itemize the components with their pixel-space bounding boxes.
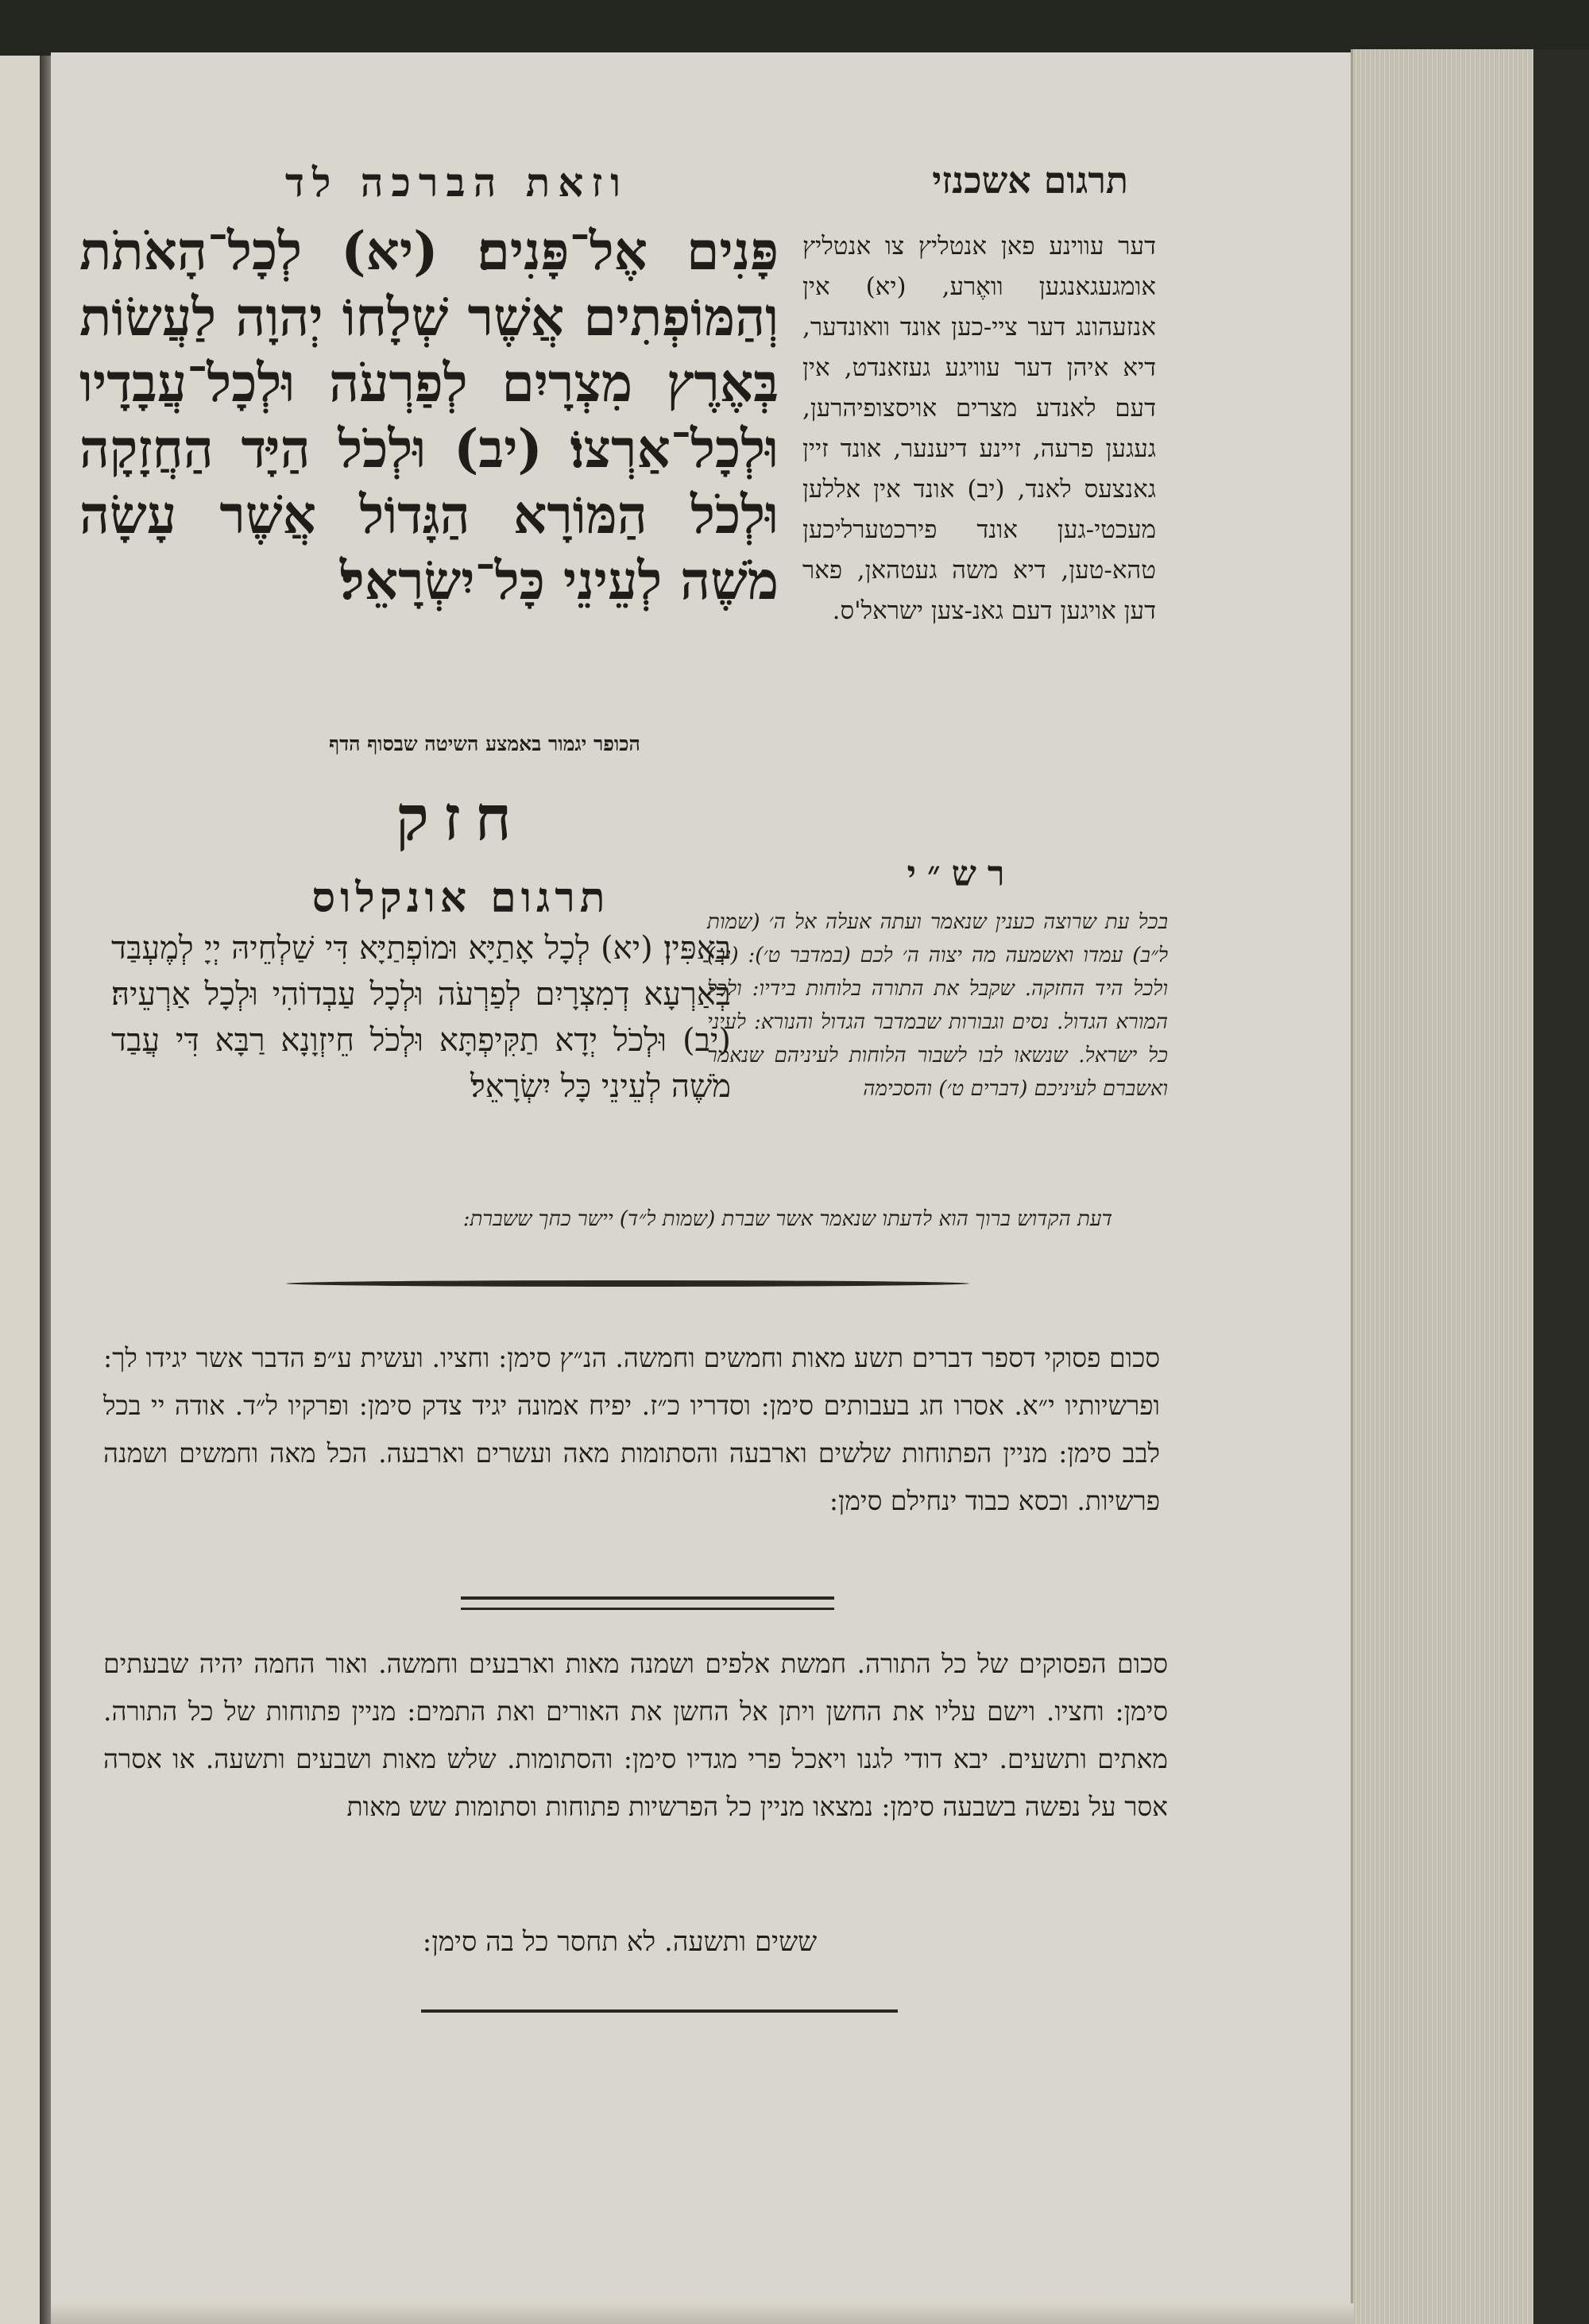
- german-translation-header: תרגום אשכנזי: [932, 159, 1128, 202]
- rashi-commentary-end: דעת הקדוש ברוך הוא לדעתו שנאמר אשר שברת (שמות ל״ד) יישר כחך ששברת:: [462, 1207, 1112, 1231]
- rashi-commentary: בכל עת שרוצה כענין שנאמר ועתה אעלה אל ה׳ (שמות ל״ב) עמדו ואשמעה מה יצוה ה׳ לכם (במדבר ט׳): (יב) ולכל היד החזקה. שקבל את התורה בלוחות בידיו: ולכל המורא הגדול. נסים וגבורות שבמדבר הגדול והנורא: לעיני כל ישראל. שנשאו לבו לשבור הלוחות לעיניהם שנאמר ואשברם לעיניכם (דברים ט׳) והסכימה: [707, 910, 1168, 1101]
- parasha-header: וזאת הברכה לד: [284, 159, 629, 206]
- torah-summary-end: ששים ותשעה. לא תחסר כל בה סימן:: [422, 1926, 818, 1958]
- rashi-header: רש״י: [907, 854, 1016, 894]
- page-edges: [1351, 49, 1536, 2324]
- onkelos-text: בְּאַפִּין׃ (יא) לְכָל אָתַיָּא וּמוֹפְתַיָּא דִּי שַׁלְחֵיהּ יְיָ לְמֶעְבַּד בְּאַרְעָא דְמִצְרָיִם לְפַרְעֹה וּלְכָל עַבְדוֹהִי וּלְכָל אַרְעֵיהּ׃ (יב) וּלְכֹל יְדָא תַקִּיפְתָּא וּלְכֹל חֵיזְוָנָא רַבָּא דִּי עֲבַד מֹשֶׁה לְעֵינֵי כָּל יִשְׂרָאֵל׃: [111, 930, 731, 1105]
- chazak-heading: חזק: [396, 782, 526, 855]
- scribe-note: הכופר יגמור באמצע השיטה שבסוף הדף: [329, 732, 640, 755]
- torah-verse-text: פָּנִים אֶל־פָּנִים׃ (יא) לְכָל־הָאֹתֹת וְהַמּוֹפְתִים אֲשֶׁר שְׁלָחוֹ יְהוָה לַעֲשׂוֹת בְּאֶרֶץ מִצְרָיִם לְפַרְעֹה וּלְכָל־עֲבָדָיו וּלְכָל־אַרְצוֹ׃ (יב) וּלְכֹל הַיָּד הַחֲזָקָה וּלְכֹל הַמּוֹרָא הַגָּדוֹל אֲשֶׁר עָשָׂה מֹשֶׁה לְעֵינֵי כָּל־יִשְׂרָאֵל׃: [79, 220, 779, 612]
- page-bottom: [51, 2303, 1354, 2324]
- double-rule-top: [461, 1596, 834, 1600]
- background-shadow: [1533, 49, 1589, 2324]
- left-page-edge: [0, 56, 44, 2324]
- devarim-summary: סכום פסוקי דספר דברים תשע מאות וחמשים וחמשה. הנ״ץ סימן: וחציו. ועשית ע״פ הדבר אשר יגידו לך: ופרשיותיו י״א. אסרו חג בעבותים סימן: וסדריו כ״ז. יפיח אמונה יגיד צדק סימן: ופרקיו ל״ד. אודה יי בכל לבב סימן: מניין הפתוחות שלשים וארבעה והסתומות מאה ועשרים וארבעה. הכל מאה וחמשים ושמנה פרשיות. וכסא כבוד ינחילם סימן:: [103, 1342, 1160, 1516]
- book-gutter: [40, 56, 51, 2324]
- section-divider: [286, 1280, 969, 1287]
- german-translation-text: דער עווינע פאן אנטליץ צו אנטליץ אומגעגאנגען וואֶרע, (יא) אין אנזעהונג דער ציי-כען אונד וואונדער, דיא איהן דער עוויגע געזאנדט, אין דעם לאנדע מצרים אויסצופיהרען, געגען פרעה, זיינע דיענער, אונד זיין גאנצעס לאנד, (יב) אונד אין אללען מעכטי-גען אונד פירכטערליכען טהא-טען, דיא משה געטהאן, פאר דען אויגען דעם גאנ-צען ישראל'ס.: [802, 232, 1156, 625]
- torah-summary: סכום הפסוקים של כל התורה. חמשת אלפים ושמנה מאות וארבעים וחמשה. ואור החמה יהיה שבעתים סימן: וחציו. וישם עליו את החשן ויתן אל החשן את האורים ואת התמים: מניין פתוחות של כל התורה. מאתים ותשעים. יבא דודי לגנו ויאכל פרי מגדיו סימן: והסתומות. שלש מאות ושבעים ותשעה. או אסרה אסר על נפשה בשבעה סימן: נמצאו מניין כל הפרשיות פתוחות וסתומות שש מאות: [103, 1648, 1168, 1822]
- double-rule-bottom: [461, 1608, 834, 1610]
- onkelos-header: תרגום אונקלוס: [311, 874, 610, 922]
- closing-rule: [421, 2009, 898, 2013]
